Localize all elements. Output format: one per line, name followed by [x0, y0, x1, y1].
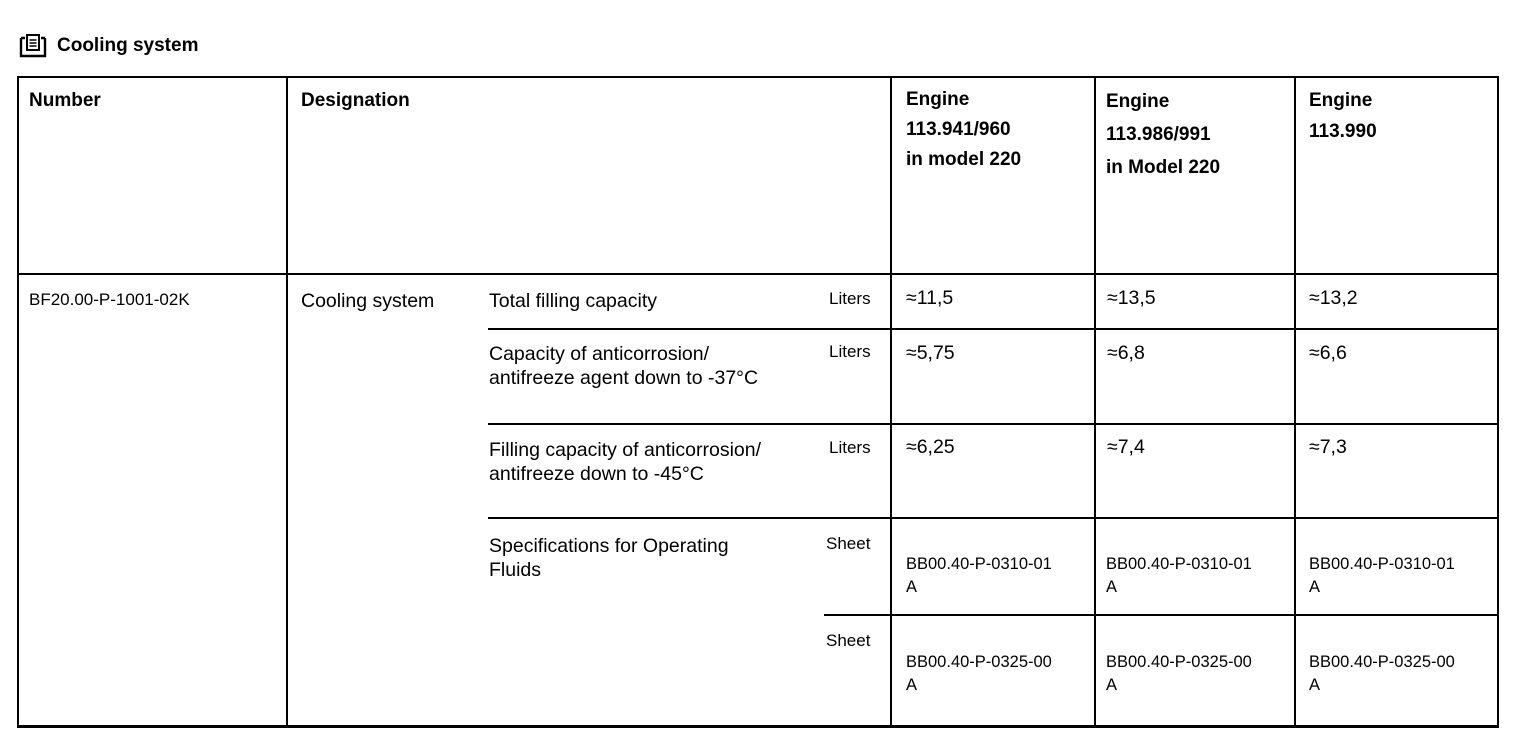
value-cell: ≈13,2	[1309, 287, 1358, 309]
unit-label: Liters	[829, 342, 871, 361]
reference-line: BB00.40-P-0310-01	[1106, 555, 1252, 573]
sheet-reference	[1309, 553, 1455, 599]
item-line: Specifications for Operating	[489, 535, 729, 557]
header-number: Number	[29, 90, 101, 111]
row-divider	[488, 423, 1499, 425]
header-line: Engine	[1106, 91, 1170, 112]
group-name: Cooling system	[301, 290, 435, 312]
sheet-reference	[1309, 651, 1455, 697]
value-cell: ≈7,4	[1107, 436, 1145, 458]
unit-label: Sheet	[826, 631, 871, 650]
unit-label: Liters	[829, 438, 871, 457]
header-line: Engine	[1309, 90, 1373, 111]
value-cell: ≈5,75	[906, 342, 955, 364]
item-line: Filling capacity of anticorrosion/	[489, 439, 762, 461]
header-designation: Designation	[301, 90, 410, 111]
item-line: Capacity of anticorrosion/	[489, 343, 710, 365]
reference-line: BB00.40-P-0325-00	[1106, 653, 1252, 671]
header-engine-3	[1309, 85, 1377, 147]
header-divider	[17, 273, 1499, 275]
value-cell: ≈6,8	[1107, 342, 1145, 364]
reference-line: A	[1309, 676, 1321, 694]
part-number: BF20.00-P-1001-02K	[29, 290, 190, 309]
value-cell: ≈11,5	[906, 287, 954, 309]
item-label	[489, 534, 729, 582]
reference-line: A	[906, 676, 918, 694]
item-line: Total filling capacity	[489, 290, 657, 312]
item-label	[489, 438, 761, 486]
sheet-reference	[1106, 553, 1252, 599]
row-divider	[488, 328, 1499, 330]
reference-line: A	[906, 578, 918, 596]
reference-line: A	[1106, 676, 1118, 694]
sheet-reference	[906, 651, 1052, 697]
column-divider	[1294, 76, 1296, 726]
reference-line: BB00.40-P-0325-00	[906, 653, 1052, 671]
unit-label: Sheet	[826, 534, 871, 553]
value-cell: ≈13,5	[1107, 287, 1156, 309]
reference-line: A	[1309, 578, 1321, 596]
row-divider	[824, 614, 1499, 616]
column-divider	[890, 76, 892, 726]
value-cell: ≈6,6	[1309, 342, 1347, 364]
sheet-reference	[1106, 651, 1252, 697]
reference-line: BB00.40-P-0310-01	[1309, 555, 1455, 573]
sheet-reference	[906, 553, 1052, 599]
item-label	[489, 342, 758, 390]
section-title: Cooling system	[57, 35, 199, 56]
item-line: Fluids	[489, 559, 542, 581]
item-line: antifreeze agent down to -37°C	[489, 367, 759, 389]
row-divider	[488, 517, 1499, 519]
column-divider	[286, 76, 288, 726]
specification-table	[17, 76, 1499, 728]
header-line: in model 220	[906, 149, 1022, 170]
document-icon	[18, 33, 48, 59]
reference-line: BB00.40-P-0310-01	[906, 555, 1052, 573]
section-header	[18, 30, 198, 62]
item-label	[489, 289, 657, 313]
item-line: antifreeze down to -45°C	[489, 463, 704, 485]
value-cell: ≈7,3	[1309, 436, 1347, 458]
header-line: Engine	[906, 89, 970, 110]
value-cell: ≈6,25	[906, 436, 955, 458]
header-line: 113.941/960	[906, 119, 1011, 140]
reference-line: A	[1106, 578, 1118, 596]
header-line: 113.990	[1309, 121, 1377, 142]
header-engine-2	[1106, 85, 1220, 184]
header-line: in Model 220	[1106, 157, 1221, 178]
header-line: 113.986/991	[1106, 124, 1211, 145]
reference-line: BB00.40-P-0325-00	[1309, 653, 1455, 671]
column-divider	[1094, 76, 1096, 726]
unit-label: Liters	[829, 289, 871, 308]
header-engine-1	[906, 85, 1021, 175]
